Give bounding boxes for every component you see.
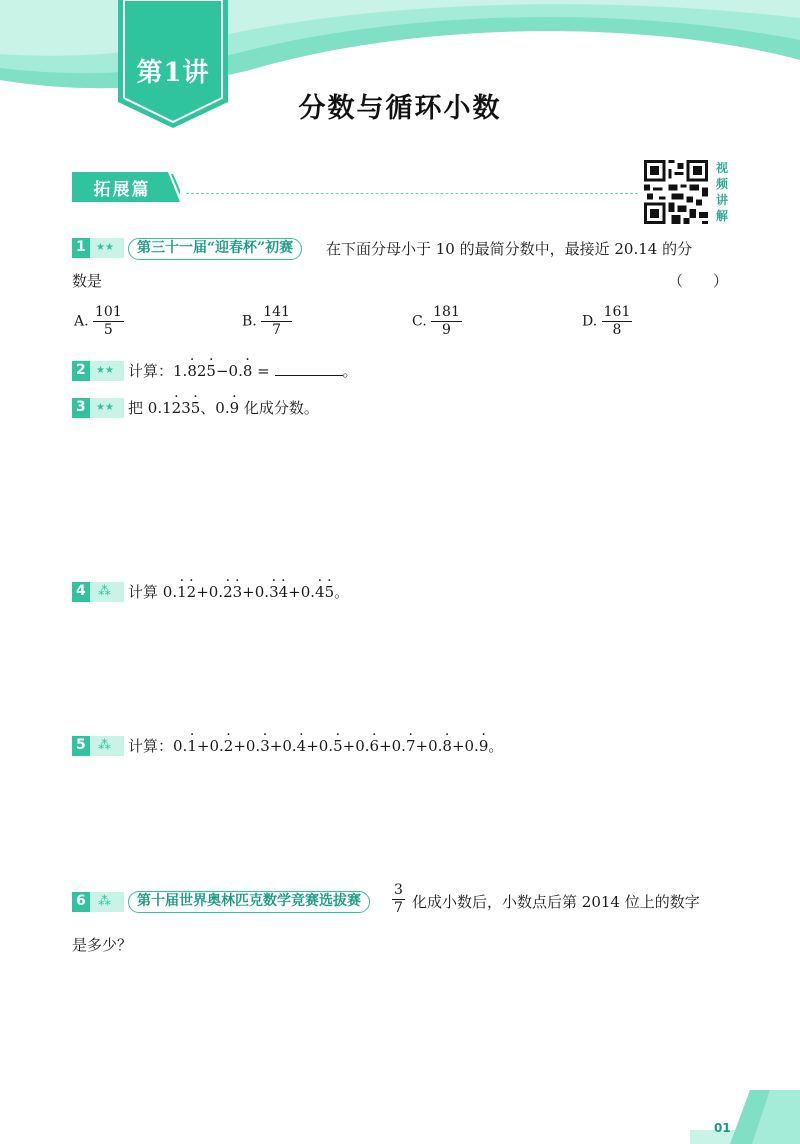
problem-number: 4 bbox=[76, 583, 86, 599]
problem-source: 第三十一届“迎春杯”初赛 bbox=[128, 238, 302, 260]
difficulty-stars: ★★ bbox=[96, 242, 114, 253]
problem-number: 5 bbox=[76, 737, 86, 753]
page-number: 01 bbox=[714, 1121, 731, 1135]
difficulty-stars: ★★ bbox=[96, 365, 114, 376]
difficulty-stars: ⁂ bbox=[98, 584, 111, 599]
problem-number: 3 bbox=[76, 399, 86, 415]
section-divider bbox=[186, 193, 638, 194]
answer-parentheses: （ ） bbox=[668, 272, 729, 290]
problem-text: 是多少？ bbox=[72, 936, 133, 954]
problem-number: 2 bbox=[76, 362, 86, 378]
option-d[interactable]: D. $\frac{161}{8}$ bbox=[582, 304, 631, 338]
problem-text: 在下面分母小于 10 的最简分数中，最接近 20.14 的分 bbox=[326, 240, 693, 258]
qr-code-icon[interactable] bbox=[644, 160, 708, 224]
option-a[interactable]: A. $\frac{101}{5}$ bbox=[74, 304, 122, 338]
fraction: $\frac{3}{7}$ bbox=[394, 882, 403, 916]
problem-text: 计算 0.· 1· 2+0.· 2· 3+0.· 3· 4+0.· 4· 5。 bbox=[128, 581, 349, 603]
page-title: 分数与循环小数 bbox=[298, 93, 502, 124]
problem-text: 把 0.1· 23· 5、0.· 9 化成分数。 bbox=[128, 397, 319, 419]
problem-text: 数是 bbox=[72, 272, 103, 290]
problem-number: 1 bbox=[76, 239, 86, 255]
difficulty-stars: ⁂ bbox=[98, 738, 111, 753]
section-title: 拓展篇 bbox=[93, 180, 151, 200]
difficulty-stars: ★★ bbox=[96, 402, 114, 413]
lecture-number: 第1讲 bbox=[136, 58, 210, 88]
answer-blank[interactable] bbox=[275, 362, 343, 376]
problem-text: 计算：1.· 82· 5−0.· 8 = 。 bbox=[128, 360, 358, 382]
qr-label: 视 频 讲 解 bbox=[715, 161, 728, 223]
problem-text: 计算：0.· 1+0.· 2+0.· 3+0.· 4+0.· 5+0.· 6+0.· 7+0.· 8+0.· 9。 bbox=[128, 735, 503, 757]
problem-number: 6 bbox=[76, 893, 86, 909]
problem-source: 第十届世界奥林匹克数学竞赛选拔赛 bbox=[128, 891, 370, 913]
problem-text: 化成小数后，小数点后第 2014 位上的数字 bbox=[412, 893, 700, 911]
option-c[interactable]: C. $\frac{181}{9}$ bbox=[412, 304, 460, 338]
option-b[interactable]: B. $\frac{141}{7}$ bbox=[242, 304, 290, 338]
footer-band bbox=[0, 1090, 800, 1144]
difficulty-stars: ⁂ bbox=[98, 894, 111, 909]
